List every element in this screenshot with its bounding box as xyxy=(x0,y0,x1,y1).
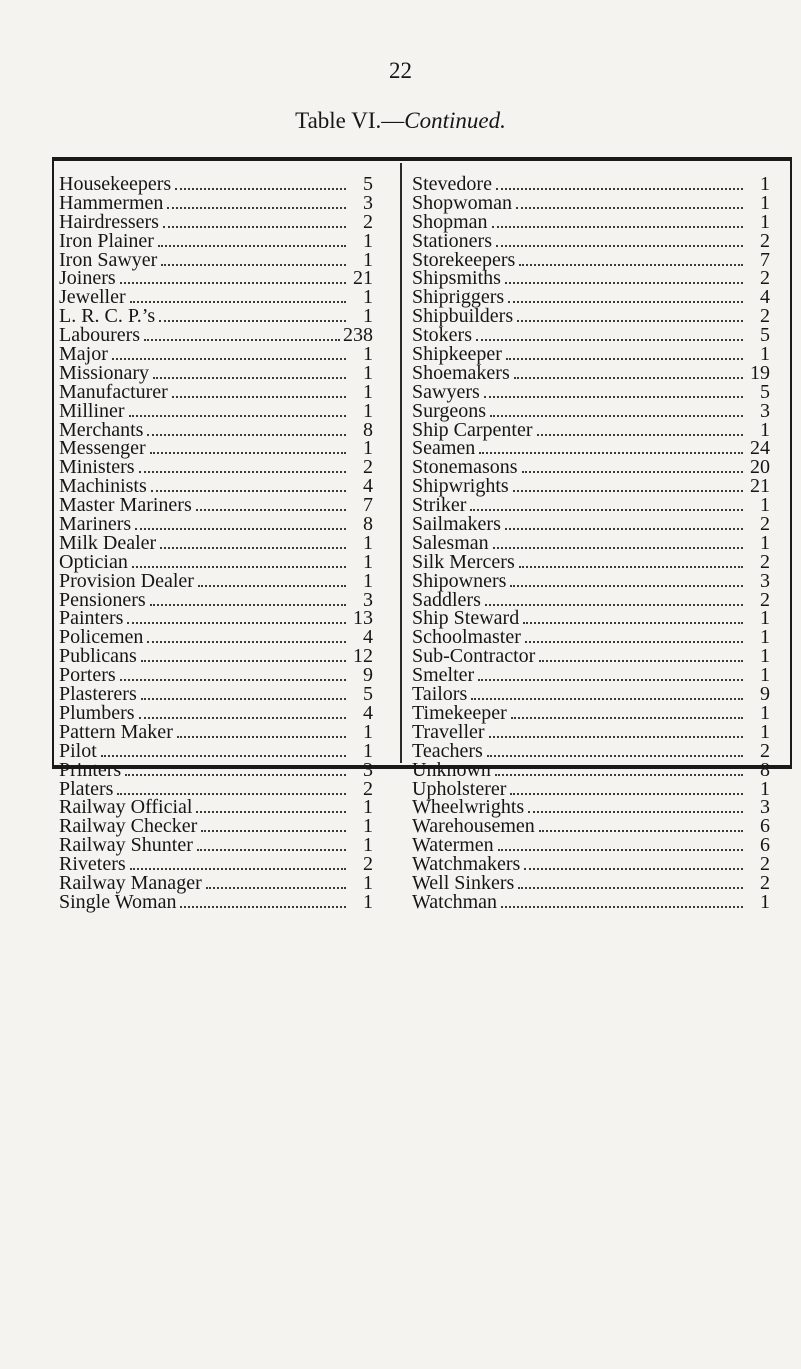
occupation-count: 3 xyxy=(363,588,373,611)
table-caption xyxy=(0,108,801,134)
dot-leader xyxy=(117,780,346,795)
dot-leader xyxy=(167,194,346,209)
occupation-name: Shipbuilders xyxy=(412,305,514,328)
occupation-name: Shipwrights xyxy=(412,475,509,498)
table-row xyxy=(59,210,373,233)
occupation-count: 1 xyxy=(363,305,373,328)
occupation-name: Seamen xyxy=(412,437,476,460)
occupation-count: 1 xyxy=(363,248,373,271)
occupation-name: Railway Manager xyxy=(59,871,202,894)
dot-leader xyxy=(518,874,743,889)
dot-leader xyxy=(198,572,346,587)
occupation-count: 5 xyxy=(363,683,373,706)
occupation-count: 2 xyxy=(760,513,770,536)
occupation-name: Shopman xyxy=(412,210,488,233)
occupation-name: Manufacturer xyxy=(59,380,168,403)
occupation-name: Riveters xyxy=(59,853,126,876)
dot-leader xyxy=(496,232,743,247)
occupation-count: 1 xyxy=(363,531,373,554)
occupation-count: 1 xyxy=(363,871,373,894)
dot-leader xyxy=(490,402,743,417)
dot-leader xyxy=(139,704,346,719)
occupation-name: Unknown xyxy=(412,758,491,781)
occupation-count: 9 xyxy=(363,664,373,687)
occupation-count: 1 xyxy=(760,494,770,517)
table-row xyxy=(412,871,770,894)
occupation-name: Stonemasons xyxy=(412,456,518,479)
table-row xyxy=(59,758,373,781)
dot-leader xyxy=(514,364,743,379)
right-occupation-list xyxy=(412,175,770,912)
occupation-name: Pensioners xyxy=(59,588,146,611)
occupation-count: 8 xyxy=(363,513,373,536)
occupation-name: Hairdressers xyxy=(59,210,159,233)
occupation-count: 1 xyxy=(363,550,373,573)
occupation-count: 1 xyxy=(363,834,373,857)
occupation-name: Shipsmiths xyxy=(412,267,501,290)
occupation-name: Silk Mercers xyxy=(412,550,515,573)
table-title: Table VI.— xyxy=(295,108,405,133)
occupation-count: 3 xyxy=(760,569,770,592)
occupation-name: Missionary xyxy=(59,361,149,384)
occupation-count: 1 xyxy=(363,815,373,838)
occupation-count: 2 xyxy=(760,267,770,290)
table-row xyxy=(412,399,770,422)
occupation-name: Painters xyxy=(59,607,124,630)
occupation-name: Pattern Maker xyxy=(59,720,173,743)
occupation-count: 1 xyxy=(760,173,770,195)
dot-leader xyxy=(505,269,743,284)
occupation-name: Master Mariners xyxy=(59,494,192,517)
occupation-name: Pilot xyxy=(59,739,97,762)
occupation-count: 1 xyxy=(760,890,770,913)
dot-leader xyxy=(153,364,346,379)
dot-leader xyxy=(180,893,346,908)
dot-leader xyxy=(519,251,743,266)
occupation-name: Ship Steward xyxy=(412,607,520,630)
occupation-count: 8 xyxy=(363,418,373,441)
dot-leader xyxy=(508,288,743,303)
occupation-count: 1 xyxy=(760,343,770,366)
dot-leader xyxy=(141,647,346,662)
occupation-name: L. R. C. P.’s xyxy=(59,305,156,328)
dot-leader xyxy=(528,798,743,813)
dot-leader xyxy=(492,213,743,228)
occupation-count: 4 xyxy=(760,286,770,309)
occupation-count: 1 xyxy=(760,191,770,214)
occupation-count: 2 xyxy=(760,229,770,252)
dot-leader xyxy=(196,496,346,511)
occupation-count: 5 xyxy=(363,173,373,195)
occupation-count: 2 xyxy=(760,550,770,573)
dot-leader xyxy=(516,194,743,209)
table-row xyxy=(59,191,373,214)
occupation-count: 1 xyxy=(760,607,770,630)
dot-leader xyxy=(175,175,346,190)
occupation-name: Policemen xyxy=(59,626,144,649)
table-row xyxy=(412,380,770,403)
dot-leader xyxy=(487,742,743,757)
dot-leader xyxy=(151,477,346,492)
dot-leader xyxy=(206,874,346,889)
occupation-count: 2 xyxy=(363,777,373,800)
occupation-name: Jeweller xyxy=(59,286,126,309)
dot-leader xyxy=(125,761,346,776)
occupation-count: 4 xyxy=(363,626,373,649)
occupation-name: Milliner xyxy=(59,399,125,422)
occupation-name: Iron Plainer xyxy=(59,229,154,252)
occupation-name: Printers xyxy=(59,758,122,781)
dot-leader xyxy=(177,723,346,738)
occupation-count: 1 xyxy=(363,399,373,422)
occupation-name: Stevedore xyxy=(412,173,492,195)
table-row xyxy=(412,210,770,233)
dot-leader xyxy=(120,269,346,284)
occupation-count: 1 xyxy=(760,664,770,687)
dot-leader xyxy=(539,647,743,662)
left-occupation-list xyxy=(59,175,373,912)
occupation-count: 5 xyxy=(760,380,770,403)
table-row xyxy=(412,739,770,762)
occupation-count: 1 xyxy=(760,720,770,743)
occupation-count: 1 xyxy=(363,380,373,403)
occupation-count: 1 xyxy=(760,418,770,441)
table-row xyxy=(59,739,373,762)
table-row xyxy=(412,569,770,592)
dot-leader xyxy=(144,326,340,341)
occupation-count: 24 xyxy=(750,437,770,460)
occupation-name: Stokers xyxy=(412,324,472,347)
occupation-name: Publicans xyxy=(59,645,137,668)
dot-leader xyxy=(517,307,743,322)
occupation-count: 19 xyxy=(750,361,770,384)
occupation-count: 6 xyxy=(760,834,770,857)
dot-leader xyxy=(197,836,346,851)
occupation-count: 21 xyxy=(750,475,770,498)
table-row xyxy=(412,531,770,554)
table-row xyxy=(412,758,770,781)
occupation-name: Sailmakers xyxy=(412,513,501,536)
occupation-count: 12 xyxy=(353,645,373,668)
occupation-name: Timekeeper xyxy=(412,701,507,724)
occupation-count: 2 xyxy=(760,305,770,328)
dot-leader xyxy=(506,345,743,360)
occupation-count: 1 xyxy=(363,890,373,913)
table-continued-label: Continued. xyxy=(404,108,506,133)
occupation-count: 1 xyxy=(760,626,770,649)
occupation-name: Tailors xyxy=(412,683,468,706)
dot-leader xyxy=(523,609,743,624)
dot-leader xyxy=(485,591,743,606)
occupation-count: 3 xyxy=(760,399,770,422)
dot-leader xyxy=(158,232,346,247)
occupation-count: 4 xyxy=(363,475,373,498)
table-row xyxy=(59,720,373,743)
dot-leader xyxy=(505,515,743,530)
occupation-name: Railway Shunter xyxy=(59,834,193,857)
dot-leader xyxy=(522,458,743,473)
occupation-name: Single Woman xyxy=(59,890,177,913)
occupation-name: Optician xyxy=(59,550,128,573)
dot-leader xyxy=(141,685,346,700)
dot-leader xyxy=(510,572,743,587)
occupation-count: 1 xyxy=(760,777,770,800)
occupation-name: Schoolmaster xyxy=(412,626,521,649)
table-row xyxy=(412,229,770,252)
table-row xyxy=(412,701,770,724)
occupation-name: Watermen xyxy=(412,834,494,857)
dot-leader xyxy=(160,534,346,549)
dot-leader xyxy=(519,553,743,568)
table-row xyxy=(59,380,373,403)
occupation-name: Watchman xyxy=(412,890,498,913)
occupation-name: Wheelwrights xyxy=(412,796,525,819)
occupation-name: Plumbers xyxy=(59,701,135,724)
occupation-name: Housekeepers xyxy=(59,173,172,195)
dot-leader xyxy=(159,307,346,322)
occupation-count: 1 xyxy=(363,720,373,743)
table-row xyxy=(59,399,373,422)
dot-leader xyxy=(196,798,346,813)
dot-leader xyxy=(147,421,346,436)
occupation-count: 2 xyxy=(760,739,770,762)
occupation-name: Messenger xyxy=(59,437,146,460)
dot-leader xyxy=(471,685,743,700)
occupation-name: Shopwoman xyxy=(412,191,512,214)
occupation-name: Watchmakers xyxy=(412,853,521,876)
occupation-name: Platers xyxy=(59,777,114,800)
occupation-count: 3 xyxy=(363,191,373,214)
dot-leader xyxy=(130,855,346,870)
dot-leader xyxy=(493,534,743,549)
table-row xyxy=(59,569,373,592)
dot-leader xyxy=(163,213,346,228)
occupation-name: Milk Dealer xyxy=(59,531,157,554)
dot-leader xyxy=(130,288,346,303)
occupation-name: Sub-Contractor xyxy=(412,645,536,668)
occupation-count: 3 xyxy=(363,758,373,781)
dot-leader xyxy=(201,817,346,832)
occupation-count: 9 xyxy=(760,683,770,706)
occupation-count: 1 xyxy=(760,531,770,554)
dot-leader xyxy=(112,345,346,360)
dot-leader xyxy=(479,439,743,454)
occupation-count: 7 xyxy=(760,248,770,271)
dot-leader xyxy=(495,761,743,776)
occupation-count: 5 xyxy=(760,324,770,347)
occupation-count: 2 xyxy=(363,853,373,876)
occupation-name: Sawyers xyxy=(412,380,480,403)
occupation-count: 1 xyxy=(363,361,373,384)
occupation-name: Surgeons xyxy=(412,399,487,422)
occupation-count: 21 xyxy=(353,267,373,290)
occupation-name: Railway Checker xyxy=(59,815,198,838)
occupation-count: 1 xyxy=(760,210,770,233)
dot-leader xyxy=(484,383,743,398)
occupation-name: Hammermen xyxy=(59,191,164,214)
occupation-count: 1 xyxy=(363,229,373,252)
table-row xyxy=(59,871,373,894)
column-divider xyxy=(400,163,402,763)
occupation-name: Smelter xyxy=(412,664,475,687)
dot-leader xyxy=(150,439,346,454)
table-row xyxy=(59,890,373,913)
dot-leader xyxy=(496,175,743,190)
occupation-name: Upholsterer xyxy=(412,777,507,800)
occupation-name: Stationers xyxy=(412,229,492,252)
occupation-name: Storekeepers xyxy=(412,248,516,271)
occupation-name: Traveller xyxy=(412,720,485,743)
dot-leader xyxy=(129,402,346,417)
occupation-count: 13 xyxy=(353,607,373,630)
dot-leader xyxy=(101,742,346,757)
occupation-name: Saddlers xyxy=(412,588,481,611)
occupation-name: Plasterers xyxy=(59,683,137,706)
table-row xyxy=(412,191,770,214)
page-number: 22 xyxy=(389,58,412,83)
occupation-count: 7 xyxy=(363,494,373,517)
table-row xyxy=(59,531,373,554)
occupation-count: 1 xyxy=(363,739,373,762)
dot-leader xyxy=(161,251,346,266)
occupation-name: Well Sinkers xyxy=(412,871,515,894)
occupation-name: Iron Sawyer xyxy=(59,248,158,271)
occupation-count: 2 xyxy=(760,853,770,876)
occupation-count: 1 xyxy=(363,343,373,366)
occupation-count: 1 xyxy=(760,701,770,724)
table-row xyxy=(412,550,770,573)
occupation-count: 2 xyxy=(760,871,770,894)
occupation-name: Mariners xyxy=(59,513,132,536)
occupation-name: Salesman xyxy=(412,531,489,554)
occupation-count: 2 xyxy=(363,210,373,233)
occupation-count: 1 xyxy=(363,569,373,592)
occupation-count: 6 xyxy=(760,815,770,838)
occupation-count: 238 xyxy=(343,324,373,347)
occupation-name: Railway Official xyxy=(59,796,193,819)
occupation-name: Shipkeeper xyxy=(412,343,502,366)
occupation-count: 1 xyxy=(760,645,770,668)
dot-leader xyxy=(139,458,346,473)
occupation-count: 20 xyxy=(750,456,770,479)
occupation-count: 1 xyxy=(363,796,373,819)
table-row xyxy=(59,361,373,384)
dot-leader xyxy=(489,723,743,738)
table-row xyxy=(412,361,770,384)
occupation-name: Merchants xyxy=(59,418,144,441)
occupation-name: Major xyxy=(59,343,108,366)
dot-leader xyxy=(127,609,346,624)
dot-leader xyxy=(120,666,346,681)
occupation-name: Shipowners xyxy=(412,569,507,592)
occupation-name: Provision Dealer xyxy=(59,569,194,592)
dot-leader xyxy=(524,855,743,870)
table-row xyxy=(412,720,770,743)
occupation-count: 4 xyxy=(363,701,373,724)
occupation-name: Ship Carpenter xyxy=(412,418,533,441)
occupation-name: Porters xyxy=(59,664,116,687)
dot-leader xyxy=(498,836,743,851)
dot-leader xyxy=(539,817,743,832)
occupation-name: Labourers xyxy=(59,324,141,347)
dot-leader xyxy=(132,553,346,568)
dot-leader xyxy=(135,515,346,530)
occupation-name: Shipriggers xyxy=(412,286,505,309)
dot-leader xyxy=(150,591,346,606)
dot-leader xyxy=(511,704,743,719)
dot-leader xyxy=(513,477,743,492)
dot-leader xyxy=(478,666,743,681)
occupation-name: Teachers xyxy=(412,739,483,762)
occupation-count: 8 xyxy=(760,758,770,781)
occupation-count: 2 xyxy=(760,588,770,611)
table-row xyxy=(59,550,373,573)
occupation-name: Machinists xyxy=(59,475,147,498)
table-row xyxy=(59,229,373,252)
occupation-name: Shoemakers xyxy=(412,361,510,384)
occupation-name: Ministers xyxy=(59,456,135,479)
occupation-name: Striker xyxy=(412,494,467,517)
dot-leader xyxy=(476,326,743,341)
dot-leader xyxy=(537,421,743,436)
occupation-count: 2 xyxy=(363,456,373,479)
dot-leader xyxy=(470,496,743,511)
table-row xyxy=(59,701,373,724)
dot-leader xyxy=(147,628,346,643)
occupation-count: 3 xyxy=(760,796,770,819)
dot-leader xyxy=(525,628,743,643)
occupation-count: 1 xyxy=(363,286,373,309)
table-row xyxy=(412,890,770,913)
occupation-name: Warehousemen xyxy=(412,815,535,838)
occupation-name: Joiners xyxy=(59,267,116,290)
dot-leader xyxy=(501,893,743,908)
occupation-count: 1 xyxy=(363,437,373,460)
dot-leader xyxy=(172,383,346,398)
dot-leader xyxy=(510,780,743,795)
